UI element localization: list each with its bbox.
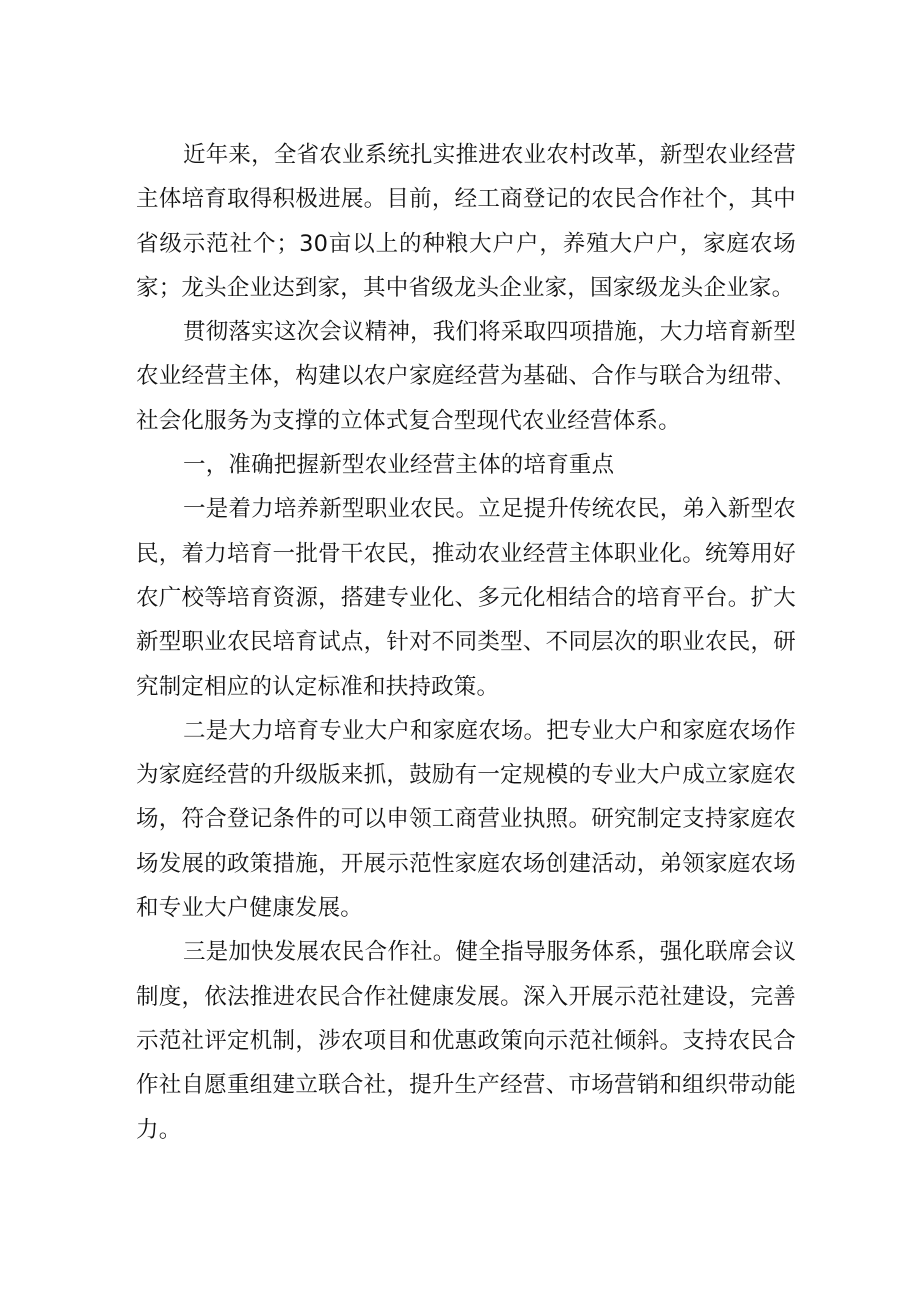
paragraph-point-one: 一是着力培养新型职业农民。立足提升传统农民，弟入新型农民，着力培育一批骨干农民，推动农业经营主体职业化。统筹用好农广校等培育资源，搭建专业化、多元化相结合的培育平台。扩大新型职业农民培育试点，针对不同类型、不同层次的职业农民，研究制定相应的认定标准和扶持政策。 bbox=[136, 496, 796, 700]
paragraph-intro: 近年来，全省农业系统扎实推进农业农村改革，新型农业经营主体培育取得积极进展。目前，经工商登记的农民合作社个，其中省级示范社个；30亩以上的种粮大户户，养殖大户户，家庭农场家；龙头企业达到家，其中省级龙头企业家，国家级龙头企业家。 bbox=[136, 142, 796, 301]
document-body bbox=[136, 133, 796, 1152]
section-heading: 一，准确把握新型农业经营主体的培育重点 bbox=[183, 452, 615, 479]
paragraph-point-three: 三是加快发展农民合作社。健全指导服务体系，强化联席会议制度，依法推进农民合作社健康发展。深入开展示范社建设，完善示范社评定机制，涉农项目和优惠政策向示范社倾斜。支持农民合作社自愿重组建立联合社，提升生产经营、市场营销和组织带动能力。 bbox=[136, 939, 796, 1143]
paragraph-measures: 贯彻落实这次会议精神，我们将采取四项措施，大力培育新型农业经营主体，构建以农户家庭经营为基础、合作与联合为纽带、社会化服务为支撑的立体式复合型现代农业经营体系。 bbox=[136, 319, 796, 434]
paragraph-point-two: 二是大力培育专业大户和家庭农场。把专业大户和家庭农场作为家庭经营的升级版来抓，鼓励有一定规模的专业大户成立家庭农场，符合登记条件的可以申领工商营业执照。研究制定支持家庭农场发展的政策措施，开展示范性家庭农场创建活动，弟领家庭农场和专业大户健康发展。 bbox=[136, 717, 796, 922]
